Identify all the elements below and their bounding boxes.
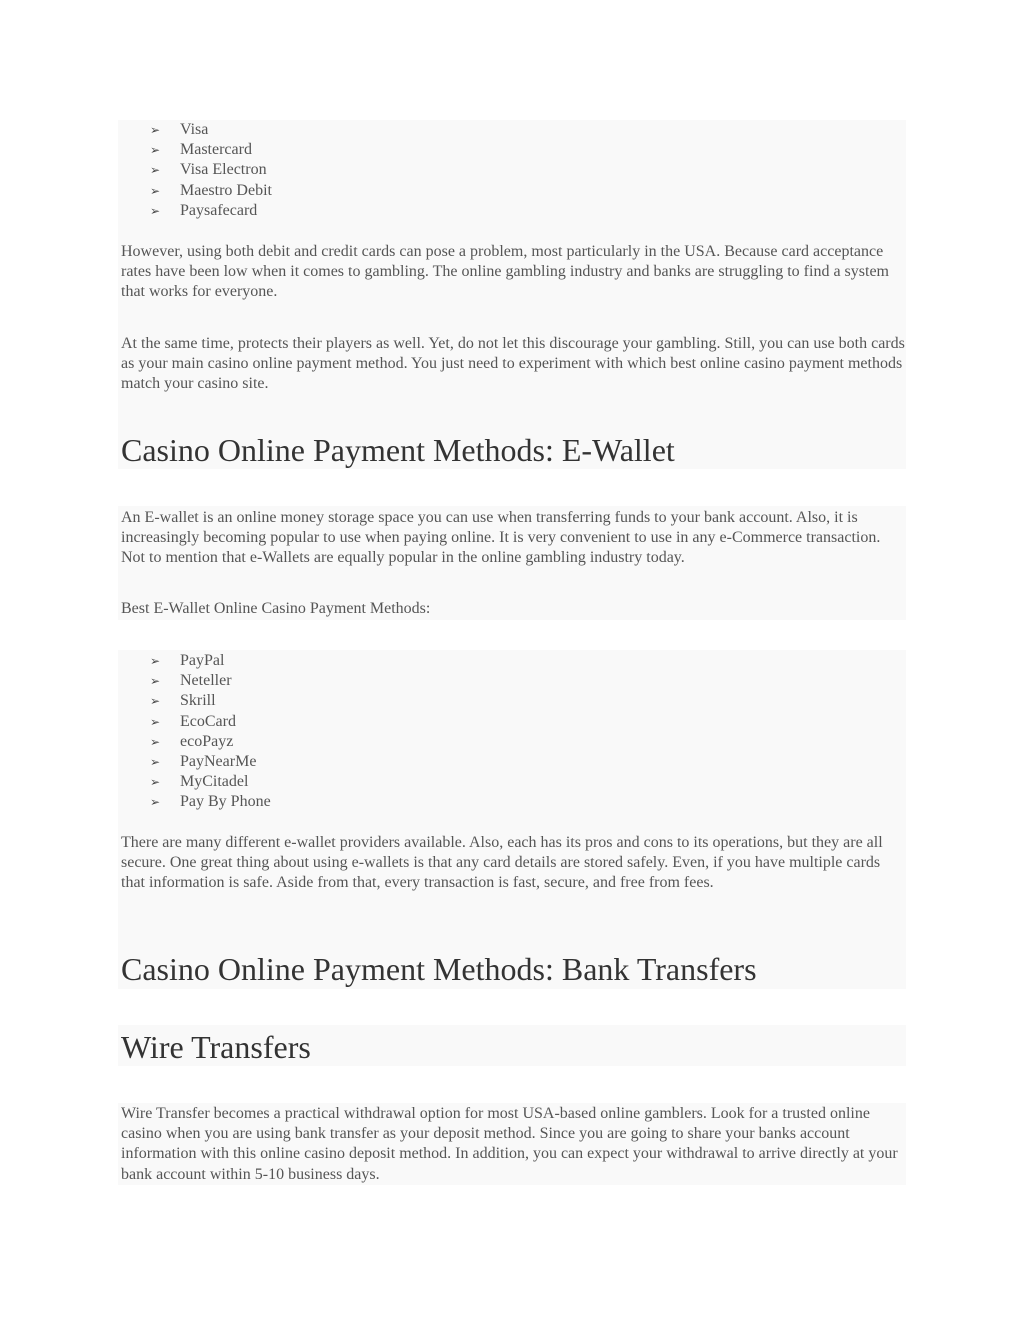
arrowhead-bullet-icon: ➢ (150, 734, 161, 749)
list-item: ➢ MyCitadel (150, 772, 271, 792)
arrowhead-bullet-icon: ➢ (150, 183, 161, 198)
arrowhead-bullet-icon: ➢ (150, 163, 161, 178)
arrowhead-bullet-icon: ➢ (150, 143, 161, 158)
list-item: ➢ PayPal (150, 651, 271, 671)
arrowhead-bullet-icon: ➢ (150, 694, 161, 709)
paragraph-wire-transfer: Wire Transfer becomes a practical withdrawal option for most USA-based online gamblers. Look for a trusted online casino when you are using bank transfer as your deposit method. Since you are going to share your banks account information with this online casino deposit method. In addition, you can expect your withdrawal to arrive directly at your bank account within 5-10 business days. (121, 1105, 898, 1183)
list-item: ➢ Maestro Debit (150, 181, 272, 201)
ewallet-list (150, 651, 271, 813)
arrowhead-bullet-icon: ➢ (150, 795, 161, 810)
heading-wire-transfers: Wire Transfers (121, 1029, 311, 1065)
arrowhead-bullet-icon: ➢ (150, 714, 161, 729)
list-item: ➢ Pay By Phone (150, 792, 271, 812)
paragraph-cards-problem: However, using both debit and credit cards can pose a problem, most particularly in the USA. Because card acceptance rates have been low when it comes to gambling. The online gambling industry and banks are struggling to find a system that works for everyone. (121, 243, 889, 301)
paragraph-ewallet-providers: There are many different e-wallet providers available. Also, each has its pros and cons to its operations, but they are all secure. One great thing about using e-wallets is that any card details are stored safely. Even, if you have multiple cards that information is safe. Aside from that, every transaction is fast, secure, and free from fees. (121, 834, 883, 892)
paragraph-ewallet-intro: An E-wallet is an online money storage space you can use when transferring funds to your bank account. Also, it is increasingly becoming popular to use when paying online. It is very convenient to use in any e-Commerce transaction. Not to mention that e-Wallets are equally popular in the online gambling industry today. (121, 509, 881, 567)
ewallet-list-title: Best E-Wallet Online Casino Payment Methods: (121, 600, 431, 617)
arrowhead-bullet-icon: ➢ (150, 123, 161, 137)
arrowhead-bullet-icon: ➢ (150, 203, 161, 218)
paragraph-cards-protect: At the same time, protects their players as well. Yet, do not let this discourage your gambling. Still, you can use both cards as your main casino online payment method. You just need to experiment with which best online casino payment methods match your casino site. (121, 335, 905, 393)
list-item: ➢ Paysafecard (150, 201, 272, 221)
list-item: ➢ Mastercard (150, 140, 272, 160)
list-item: ➢ Visa Electron (150, 160, 272, 180)
arrowhead-bullet-icon: ➢ (150, 674, 161, 689)
list-item: ➢ Neteller (150, 671, 271, 691)
arrowhead-bullet-icon: ➢ (150, 754, 161, 769)
arrowhead-bullet-icon: ➢ (150, 654, 161, 668)
arrowhead-bullet-icon: ➢ (150, 775, 161, 790)
list-item: ➢ Visa (150, 120, 272, 140)
list-item: ➢ Skrill (150, 691, 271, 711)
heading-bank-transfers: Casino Online Payment Methods: Bank Transfers (121, 951, 757, 987)
list-item: ➢ PayNearMe (150, 752, 271, 772)
list-item: ➢ EcoCard (150, 712, 271, 732)
cards-list (150, 120, 272, 221)
list-item: ➢ ecoPayz (150, 732, 271, 752)
heading-ewallet: Casino Online Payment Methods: E-Wallet (121, 432, 675, 468)
